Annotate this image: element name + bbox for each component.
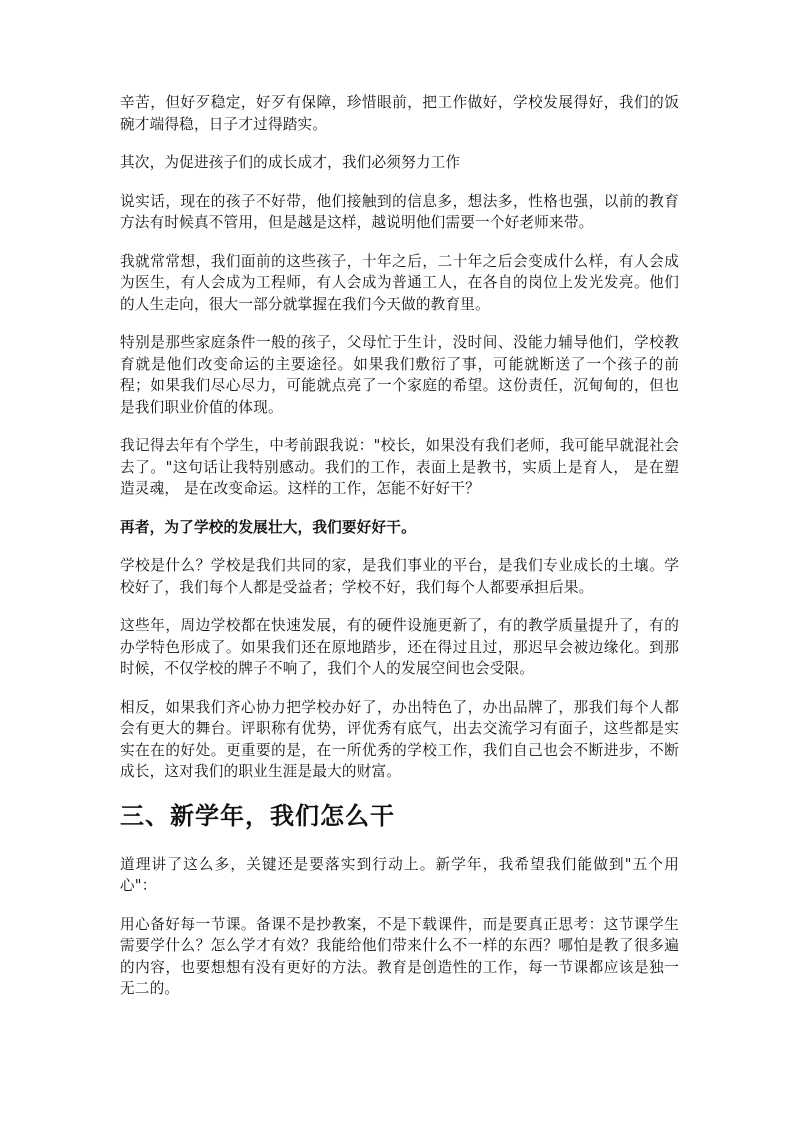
paragraph-student-story: 我记得去年有个学生，中考前跟我说："校长，如果没有我们老师，我可能早就混社会去了。"这句话让我特别感动。我们的工作，表面上是教书，实质上是育人， 是在塑造灵魂， 是在改变命运。这样的工作，怎能不好好干？ [120,437,679,497]
paragraph-future-of-children: 我就常常想，我们面前的这些孩子，十年之后，二十年之后会变成什么样，有人会成为医生，有人会成为工程师，有人会成为普通工人，在各自的岗位上发光发亮。他们的人生走向，很大一部分就掌握在我们今天做的教育里。 [120,252,679,313]
paragraph-prepare-lessons: 用心备好每一节课。备课不是抄教案，不是下载课件，而是要真正思考：这节课学生需要学什么？怎么学才有效？我能给他们带来什么不一样的东西？哪怕是教了很多遍的内容，也要想想有没有更好的方法。教育是创造性的工作，每一节课都应该是独一无二的。 [120,915,679,997]
paragraph-neighbor-schools: 这些年，周边学校都在快速发展，有的硬件设施更新了，有的教学质量提升了，有的办学特色形成了。如果我们还在原地踏步，还在得过且过，那迟早会被边缘化。到那时候，不仅学校的牌子不响了，我们个人的发展空间也会受限。 [120,617,679,677]
paragraph-children-hard-to-teach: 说实话，现在的孩子不好带，他们接触到的信息多，想法多，性格也强，以前的教育方法有时候真不管用，但是越是这样，越说明他们需要一个好老师来带。 [120,192,679,231]
paragraph-poor-families: 特别是那些家庭条件一般的孩子，父母忙于生计，没时间、没能力辅导他们，学校教育就是他们改变命运的主要途径。如果我们敷衍了事，可能就断送了一个孩子的前程；如果我们尽心尽力，可能就点亮了一个家庭的希望。这份责任，沉甸甸的，但也是我们职业价值的体现。 [120,334,679,416]
section-heading: 三、新学年，我们怎么干 [120,801,395,830]
paragraph-work-together: 相反，如果我们齐心协力把学校办好了，办出特色了，办出品牌了，那我们每个人都会有更大的舞台。评职称有优势，评优秀有底气，出去交流学习有面子，这些都是实实在在的好处。更重要的是，在一所优秀的学校工作，我们自己也会不断进步，不断成长，这对我们的职业生涯是最大的财富。 [120,698,679,780]
paragraph-second-point: 其次，为促进孩子们的成长成才，我们必须努力工作 [120,154,461,171]
paragraph-stability: 辛苦，但好歹稳定，好歹有保障，珍惜眼前，把工作做好，学校发展得好，我们的饭碗才端得稳，日子才过得踏实。 [120,94,679,133]
paragraph-what-is-school: 学校是什么？学校是我们共同的家，是我们事业的平台，是我们专业成长的土壤。学校好了，我们每个人都是受益者；学校不好，我们每个人都要承担后果。 [120,557,679,596]
paragraph-third-point: 再者，为了学校的发展壮大，我们要好好干。 [120,518,416,536]
paragraph-five-intentions: 道理讲了这么多，关键还是要落实到行动上。新学年，我希望我们能做到"五个用心"： [120,855,679,894]
